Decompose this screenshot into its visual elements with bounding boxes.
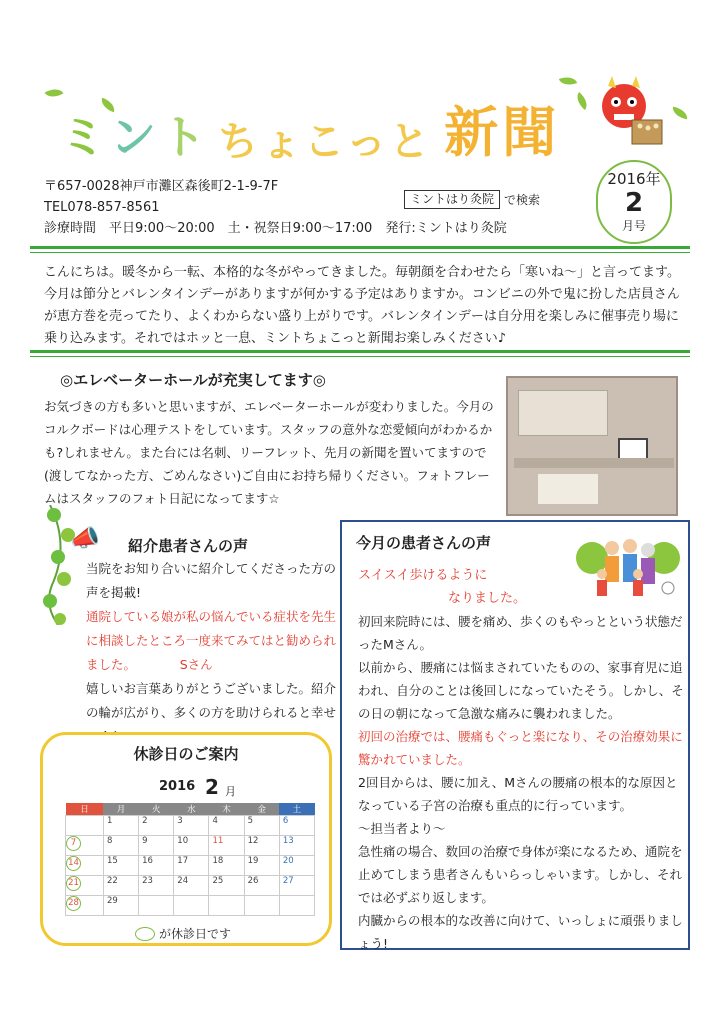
calendar-day: 4 bbox=[209, 816, 244, 836]
newsletter-title bbox=[60, 90, 560, 167]
calendar-day: 9 bbox=[139, 836, 174, 856]
title-news: 新聞 bbox=[444, 101, 561, 164]
calendar-day bbox=[66, 836, 104, 856]
calendar-day: 8 bbox=[103, 836, 138, 856]
patient-voice-box bbox=[340, 520, 690, 950]
calendar-header bbox=[65, 775, 315, 803]
calendar-day bbox=[209, 896, 244, 916]
issue-month: 2 bbox=[624, 188, 644, 218]
calendar-day bbox=[174, 896, 209, 916]
calendar-grid bbox=[65, 803, 315, 916]
calendar-day: 29 bbox=[103, 896, 138, 916]
closed-day-marker: 14 bbox=[66, 856, 81, 871]
weekday-header: 火 bbox=[139, 803, 174, 816]
patient-headline-1: スイスイ歩けるように bbox=[358, 568, 488, 583]
calendar-day: 3 bbox=[174, 816, 209, 836]
referral-title: 紹介患者さんの声 bbox=[128, 537, 249, 555]
calendar-week bbox=[66, 896, 315, 916]
leaflets bbox=[538, 474, 598, 504]
patient-p2: 以前から、腰痛には悩まされていたものの、家事育児に追われ、自分のことは後回しになっていたそう。しかし、その日の朝になって急激な痛みに襲われました。 bbox=[358, 660, 684, 721]
calendar bbox=[65, 775, 315, 919]
address-line: 〒657-0028神戸市灘区森後町2-1-9-7F bbox=[44, 179, 279, 194]
elevator-title: ◎エレベーターホールが充実してます◎ bbox=[60, 371, 326, 389]
closed-day-marker: 28 bbox=[66, 896, 81, 911]
patient-p3: 初回の治療では、腰痛もぐっと楽になり、その治療効果に驚かれていました。 bbox=[358, 729, 683, 767]
holiday-box bbox=[40, 732, 332, 946]
issue-suffix: 月号 bbox=[621, 219, 646, 233]
leaf-icon bbox=[671, 107, 688, 120]
elevator-hall-photo bbox=[506, 376, 678, 516]
megaphone-icon: 📣 bbox=[70, 524, 100, 552]
hours-line: 診療時間 平日9:00～20:00 土・祝祭日9:00～17:00 発行:ミントはり灸院 bbox=[44, 221, 507, 236]
calendar-day: 5 bbox=[244, 816, 279, 836]
calendar-day bbox=[66, 816, 104, 836]
calendar-day bbox=[66, 896, 104, 916]
patient-p4: 2回目からは、腰に加え、Mさんの腰痛の根本的な原因となっている子宮の治療も重点的に行っています。 bbox=[358, 775, 678, 813]
calendar-day: 17 bbox=[174, 856, 209, 876]
holiday-title: 休診日のご案内 bbox=[133, 745, 239, 763]
calendar-day: 16 bbox=[139, 856, 174, 876]
calendar-month-suffix: 月 bbox=[225, 785, 236, 798]
oni-mask-icon bbox=[596, 76, 666, 148]
shelf bbox=[514, 458, 674, 468]
calendar-day: 10 bbox=[174, 836, 209, 856]
weekday-header: 土 bbox=[279, 803, 314, 816]
search-keyword-box: ミントはり灸院 bbox=[404, 190, 500, 209]
calendar-year: 2016 bbox=[159, 779, 196, 794]
calendar-day: 18 bbox=[209, 856, 244, 876]
tel-line: TEL078-857-8561 bbox=[44, 200, 160, 215]
title-sub: ちょこっと bbox=[218, 119, 433, 165]
referral-line1: 当院をお知り合いに紹介してくださった方の声を掲載! bbox=[86, 561, 337, 600]
leaf-icon bbox=[559, 74, 577, 89]
patient-headline-2: なりました。 bbox=[448, 591, 527, 606]
calendar-day bbox=[139, 896, 174, 916]
elevator-body: お気づきの方も多いと思いますが、エレベーターホールが変わりました。今月のコルクボードは心理テストをしています。スタッフの意外な恋愛傾向がわかるかも?しれません。また台には名刺、リーフレット、先月の新聞を置いてますので(渡してなかった方、ごめんなさい)ご自由にお持ち帰りください。フォトフレームはスタッフのフォト日記になってます☆ bbox=[44, 399, 494, 506]
weekday-header: 月 bbox=[103, 803, 138, 816]
patient-p1: 初回来院時には、腰を痛め、歩くのもやっとという状態だったMさん。 bbox=[358, 614, 683, 652]
calendar-day: 6 bbox=[279, 816, 314, 836]
patient-p7: 内臓からの根本的な改善に向けて、いっしょに頑張りましょう! bbox=[358, 913, 683, 951]
calendar-day bbox=[279, 896, 314, 916]
calendar-day: 15 bbox=[103, 856, 138, 876]
calendar-day: 27 bbox=[279, 876, 314, 896]
patient-title: 今月の患者さんの声 bbox=[356, 534, 492, 552]
weekday-header: 木 bbox=[209, 803, 244, 816]
closed-day-marker: 7 bbox=[66, 836, 81, 851]
calendar-day: 24 bbox=[174, 876, 209, 896]
closed-day-marker: 21 bbox=[66, 876, 81, 891]
issue-year: 2016年 bbox=[607, 170, 661, 188]
calendar-month: 2 bbox=[205, 775, 219, 799]
calendar-day: 12 bbox=[244, 836, 279, 856]
cork-board bbox=[518, 390, 608, 436]
intro-text: こんにちは。暖冬から一転、本格的な冬がやってきました。毎朝顔を合わせたら「寒いね～」と言ってます。今月は節分とバレンタインデーがありますが何かする予定はありますか。コンビニの外で鬼に扮した店員さんが恵方巻を売ってたり、よくわからない盛り上がりです。バレンタインデーは自分用を楽しみに催事売り場に乗り込みます。それではホッと一息、ミントちょこっと新聞お楽しみください♪ bbox=[44, 265, 680, 346]
weekday-header: 金 bbox=[244, 803, 279, 816]
search-prompt bbox=[404, 190, 540, 209]
weekday-header: 水 bbox=[174, 803, 209, 816]
photo-frame bbox=[618, 438, 648, 460]
patient-p6: 急性痛の場合、数回の治療で身体が楽になるため、通院を止めてしまう患者さんもいらっしゃいます。しかし、それでは必ずぶり返します。 bbox=[358, 844, 683, 905]
calendar-day: 23 bbox=[139, 876, 174, 896]
calendar-week bbox=[66, 816, 315, 836]
calendar-week bbox=[66, 836, 315, 856]
calendar-day bbox=[66, 876, 104, 896]
calendar-day: 20 bbox=[279, 856, 314, 876]
calendar-week bbox=[66, 876, 315, 896]
calendar-week bbox=[66, 856, 315, 876]
calendar-day: 22 bbox=[103, 876, 138, 896]
patient-p5: ～担当者より～ bbox=[358, 821, 446, 836]
calendar-day: 2 bbox=[139, 816, 174, 836]
issue-badge bbox=[596, 160, 672, 244]
referral-quote: 通院している娘が私の悩んでいる症状を先生に相談したところ一度来てみてはと勧められました。 Sさん bbox=[86, 609, 337, 672]
title-mint: ミント bbox=[60, 110, 210, 164]
holiday-legend bbox=[135, 925, 231, 942]
calendar-day bbox=[244, 896, 279, 916]
legend-text: が休診日です bbox=[159, 927, 232, 941]
referral-body bbox=[86, 557, 336, 749]
calendar-day: 11 bbox=[209, 836, 244, 856]
patient-body bbox=[358, 564, 688, 955]
weekday-header: 日 bbox=[66, 803, 104, 816]
leaf-icon bbox=[573, 92, 592, 110]
search-suffix: で検索 bbox=[504, 193, 541, 207]
divider bbox=[30, 252, 690, 253]
calendar-day: 25 bbox=[209, 876, 244, 896]
divider bbox=[30, 356, 690, 357]
calendar-day bbox=[66, 856, 104, 876]
calendar-day: 1 bbox=[103, 816, 138, 836]
referral-line2: 嬉しいお言葉ありがとうございました。紹介の輪が広がり、多くの方を助けられると幸せ bbox=[86, 681, 337, 720]
calendar-day: 19 bbox=[244, 856, 279, 876]
circle-icon bbox=[135, 927, 155, 941]
calendar-day: 13 bbox=[279, 836, 314, 856]
divider bbox=[30, 246, 690, 249]
calendar-day: 26 bbox=[244, 876, 279, 896]
divider bbox=[30, 350, 690, 353]
